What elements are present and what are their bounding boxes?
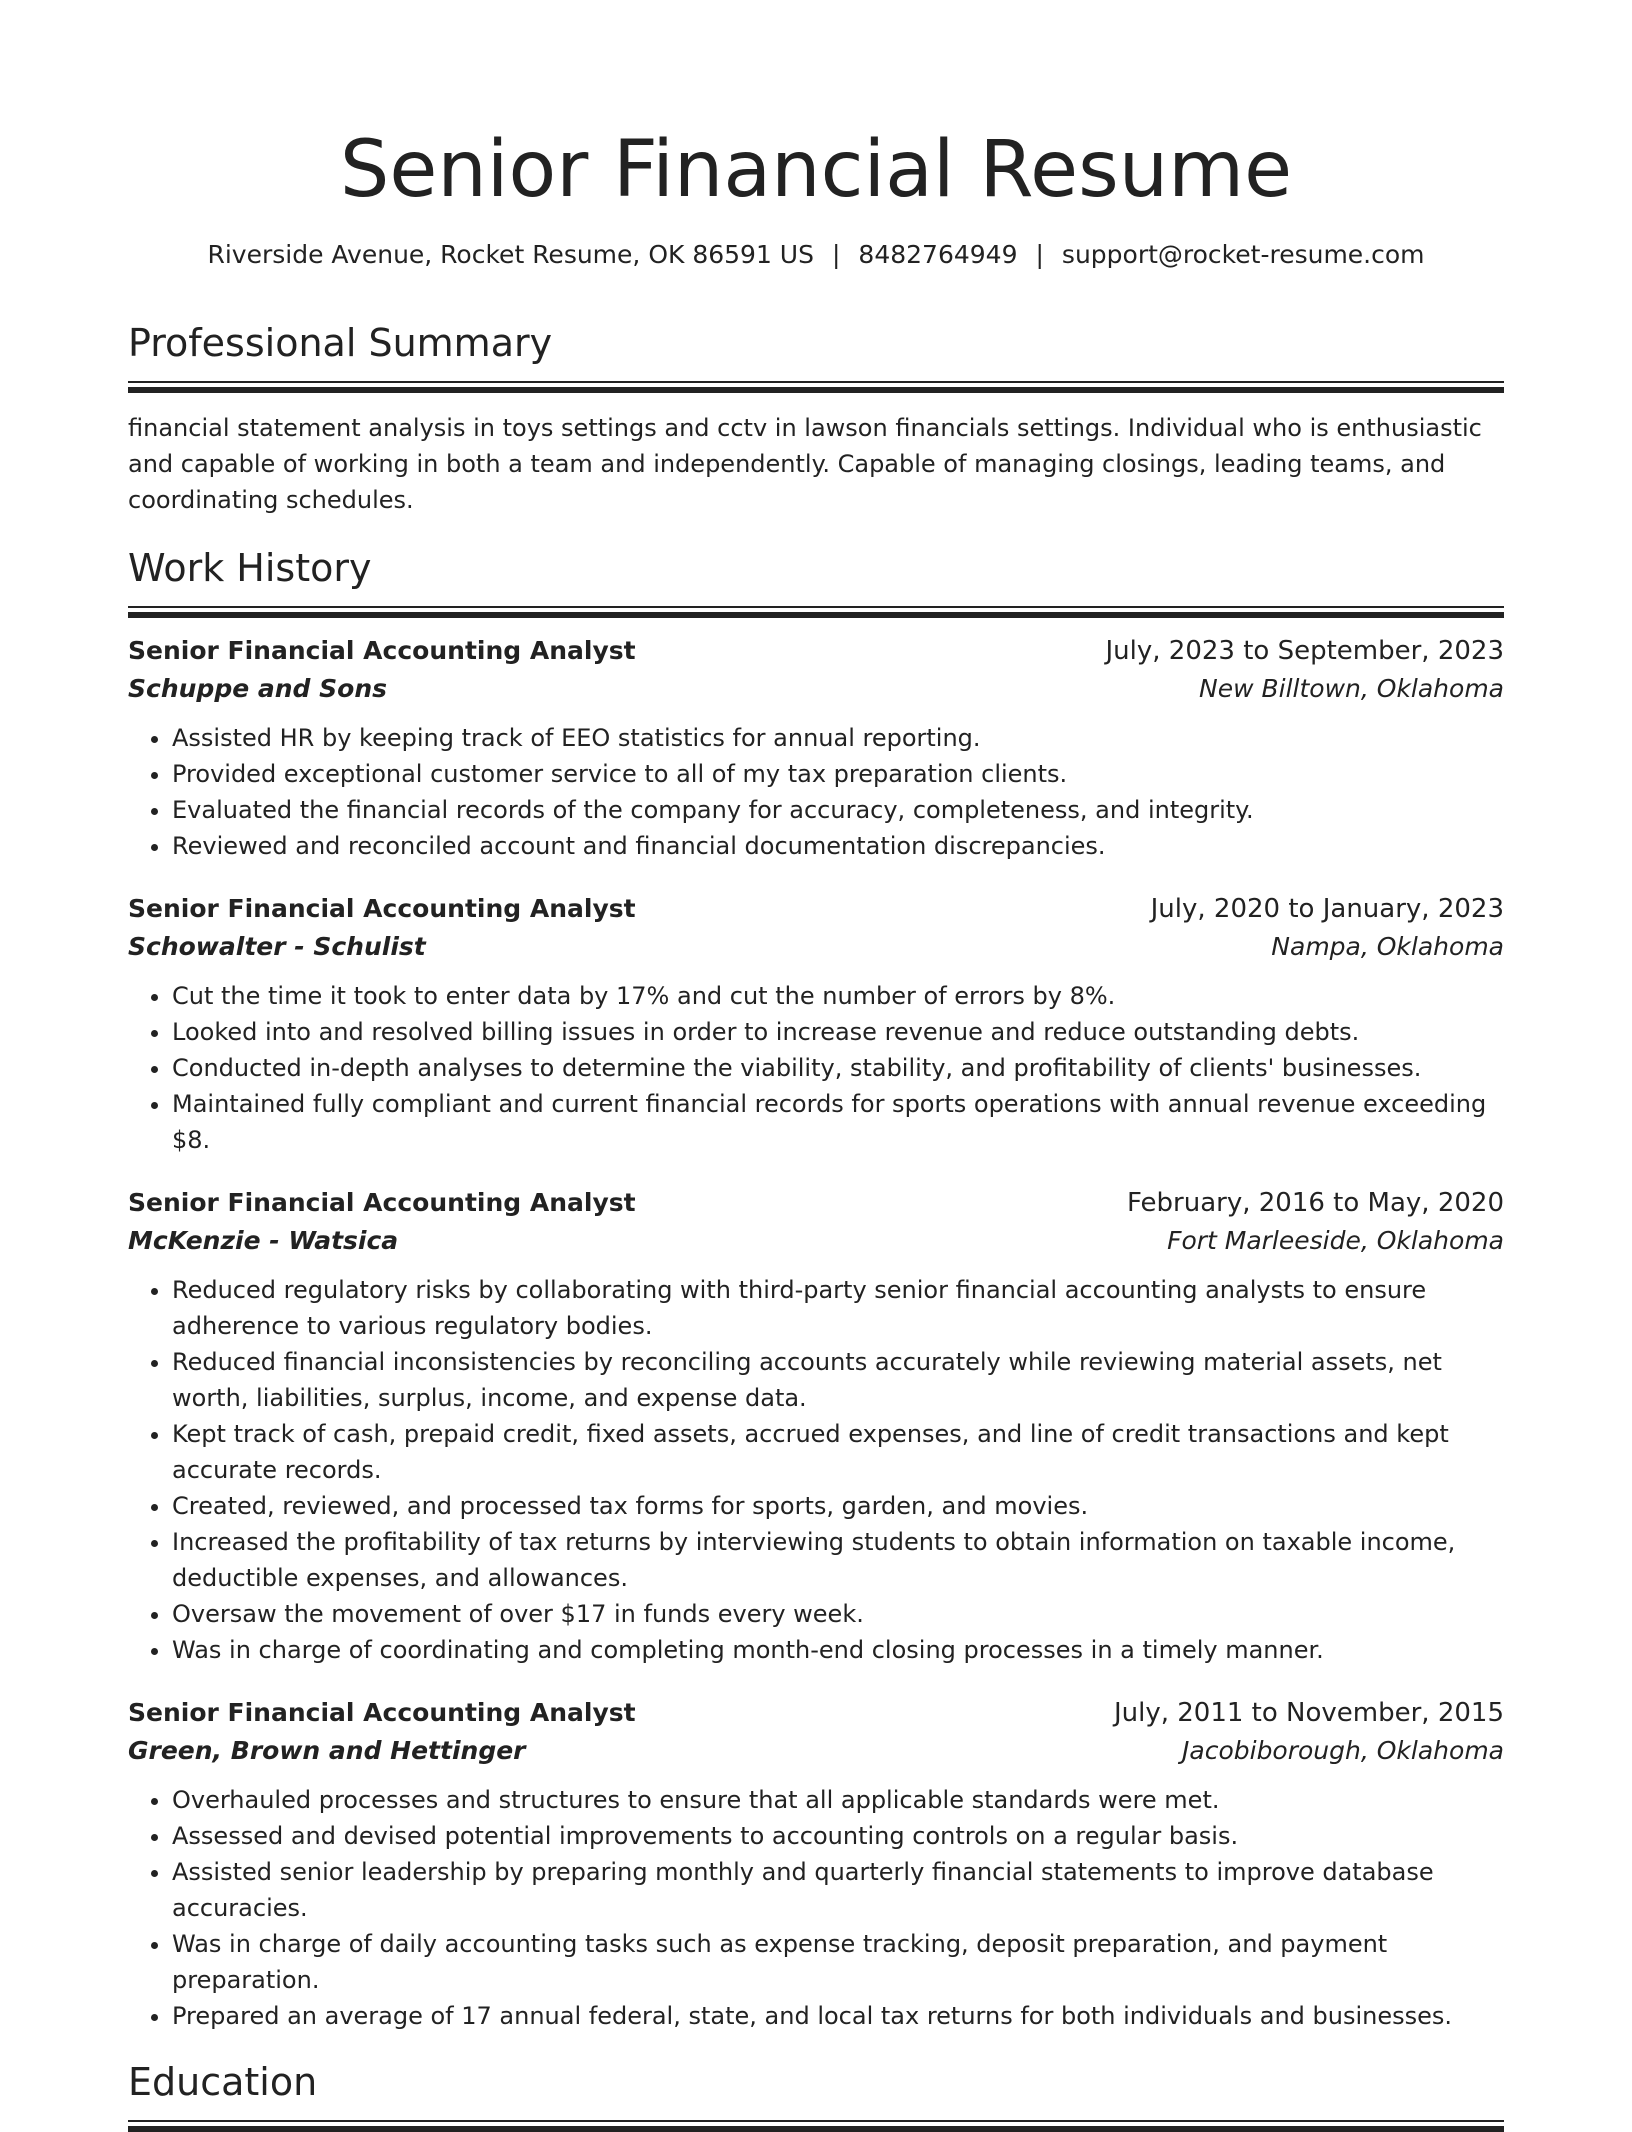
job-header-row: [128, 1184, 1504, 1222]
job-entry: [128, 1694, 1504, 2034]
contact-separator: |: [831, 240, 841, 269]
job-company: Schuppe and Sons: [128, 674, 387, 703]
work-history-section: [128, 544, 1504, 2034]
contact-separator: |: [1035, 240, 1044, 269]
job-bullets: [128, 720, 1504, 864]
job-entry: [128, 890, 1504, 1158]
resume-name: Senior Financial Resume: [339, 125, 1293, 215]
job-entry: [128, 632, 1504, 864]
job-bullet: • Increased the profitability of tax returns by interviewing students to obtain information on taxable income, deductible expenses, and allowances.: [172, 1524, 1504, 1596]
job-title: Senior Financial Accounting Analyst: [128, 1698, 636, 1727]
job-dates: July, 2011 to November, 2015: [1113, 1698, 1504, 1728]
section-title-summary: Professional Summary: [128, 321, 553, 365]
summary-text: financial statement analysis in toys settings and cctv in lawson financials settings. Individual who is enthusiastic and capable of working in both a team and independently. Capable of managing closings, leading teams, and coordinating schedules.: [128, 414, 1482, 514]
job-company: McKenzie - Watsica: [128, 1226, 399, 1255]
section-title-education: Education: [128, 2060, 318, 2104]
contact-address: Riverside Avenue, Rocket Resume, OK 86591 US: [207, 240, 814, 269]
job-location: Fort Marleeside, Oklahoma: [1167, 1226, 1504, 1255]
contact-email: support@rocket-resume.com: [1061, 240, 1425, 269]
job-bullet: • Assisted HR by keeping track of EEO statistics for annual reporting.: [172, 720, 1504, 756]
job-bullet: • Reduced regulatory risks by collaborating with third-party senior financial accounting analysts to ensure adherence to various regulatory bodies.: [172, 1272, 1504, 1344]
job-company-row: [128, 670, 1504, 708]
job-bullet: • Looked into and resolved billing issues in order to increase revenue and reduce outstanding debts.: [172, 1014, 1504, 1050]
job-company: Schowalter - Schulist: [128, 932, 426, 961]
job-dates: July, 2020 to January, 2023: [1150, 894, 1504, 924]
job-bullet: • Conducted in-depth analyses to determine the viability, stability, and profitability of clients' businesses.: [172, 1050, 1504, 1086]
job-bullets: [128, 1272, 1504, 1668]
job-header-row: [128, 890, 1504, 928]
job-bullet: • Assessed and devised potential improvements to accounting controls on a regular basis.: [172, 1818, 1504, 1854]
job-title: Senior Financial Accounting Analyst: [128, 636, 636, 665]
job-bullet: • Provided exceptional customer service to all of my tax preparation clients.: [172, 756, 1504, 792]
job-bullet: • Oversaw the movement of over $17 in funds every week.: [172, 1596, 1504, 1632]
job-bullet: • Created, reviewed, and processed tax forms for sports, garden, and movies.: [172, 1488, 1504, 1524]
job-location: Jacobiborough, Oklahoma: [1182, 1736, 1504, 1765]
job-company-row: [128, 1732, 1504, 1770]
job-bullet: • Assisted senior leadership by preparing monthly and quarterly financial statements to improve database accuracies.: [172, 1854, 1504, 1926]
section-divider: [128, 606, 1504, 616]
job-location: Nampa, Oklahoma: [1271, 932, 1504, 961]
section-divider: [128, 2120, 1504, 2130]
resume-page: [128, 0, 1504, 2130]
job-bullet: • Prepared an average of 17 annual federal, state, and local tax returns for both individuals and businesses.: [172, 1998, 1504, 2034]
job-bullet: • Overhauled processes and structures to ensure that all applicable standards were met.: [172, 1782, 1504, 1818]
job-title: Senior Financial Accounting Analyst: [128, 894, 636, 923]
job-bullets: [128, 978, 1504, 1158]
section-divider: [128, 381, 1504, 391]
job-bullet: • Cut the time it took to enter data by 17% and cut the number of errors by 8%.: [172, 978, 1504, 1014]
job-bullets: [128, 1782, 1504, 2034]
job-company-row: [128, 928, 1504, 966]
section-title-work-history: Work History: [128, 546, 372, 590]
job-bullet: • Evaluated the financial records of the company for accuracy, completeness, and integrity.: [172, 792, 1504, 828]
job-company-row: [128, 1222, 1504, 1260]
job-company: Green, Brown and Hettinger: [128, 1736, 526, 1765]
job-bullet: • Reviewed and reconciled account and financial documentation discrepancies.: [172, 828, 1504, 864]
summary-section: [128, 319, 1504, 518]
job-entry: [128, 1184, 1504, 1668]
job-bullet: • Was in charge of daily accounting tasks such as expense tracking, deposit preparation, and payment preparation.: [172, 1926, 1504, 1998]
education-section: [128, 2058, 1504, 2130]
job-bullet: • Kept track of cash, prepaid credit, fixed assets, accrued expenses, and line of credit transactions and kept accurate records.: [172, 1416, 1504, 1488]
job-header-row: [128, 1694, 1504, 1732]
job-bullet: • Maintained fully compliant and current financial records for sports operations with annual revenue exceeding $8.: [172, 1086, 1504, 1158]
job-bullet: • Reduced financial inconsistencies by reconciling accounts accurately while reviewing material assets, net worth, liabilities, surplus, income, and expense data.: [172, 1344, 1504, 1416]
contact-phone: 8482764949: [858, 240, 1018, 269]
job-location: New Billtown, Oklahoma: [1199, 674, 1504, 703]
contact-line: [128, 238, 1504, 272]
job-dates: February, 2016 to May, 2020: [1127, 1188, 1504, 1218]
job-header-row: [128, 632, 1504, 670]
job-title: Senior Financial Accounting Analyst: [128, 1188, 636, 1217]
job-dates: July, 2023 to September, 2023: [1105, 636, 1504, 666]
job-bullet: • Was in charge of coordinating and completing month-end closing processes in a timely manner.: [172, 1632, 1504, 1668]
